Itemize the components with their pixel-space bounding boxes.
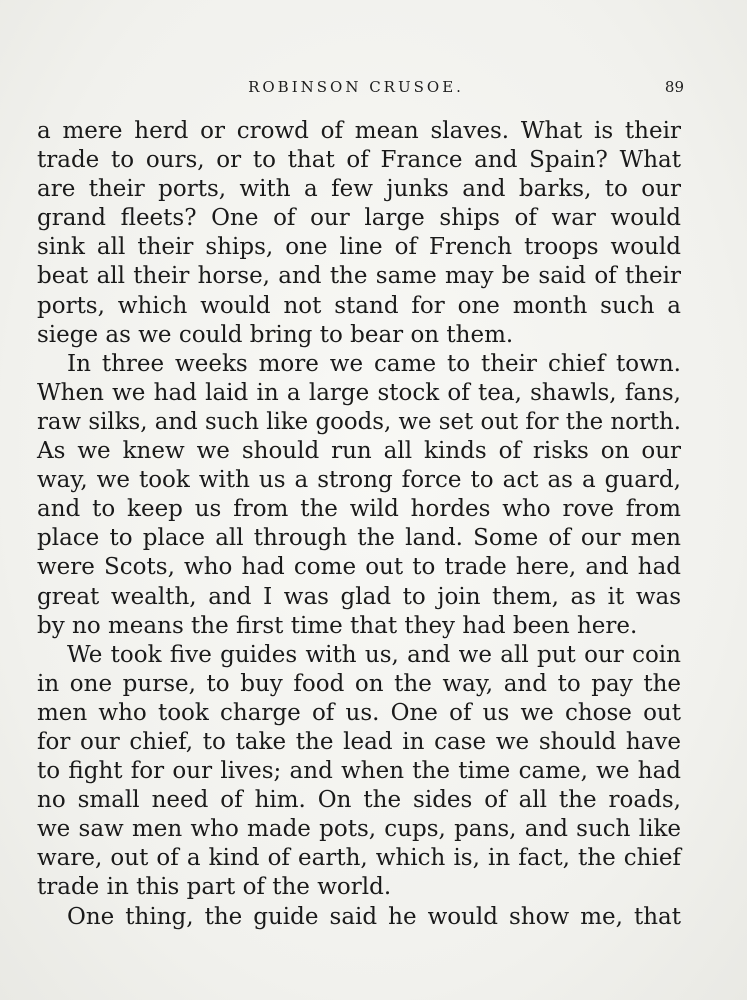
text-line: One thing, the guide said he would show me, that <box>67 903 681 930</box>
text-line: are their ports, with a few junks and barks, to our <box>37 176 681 203</box>
text-line: no small need of him. On the sides of all the roads, <box>37 787 681 814</box>
text-line: to fight for our lives; and when the time came, we had <box>37 758 682 785</box>
text-line: trade to ours, or to that of France and Spain? What <box>37 147 681 174</box>
text-line: for our chief, to take the lead in case we should have <box>37 728 682 755</box>
paragraph-3 <box>37 641 681 903</box>
text-line: ports, which would not stand for one month such a <box>37 292 682 319</box>
paragraph-1 <box>37 117 681 350</box>
text-line: siege as we could bring to bear on them. <box>37 321 514 348</box>
page-header <box>36 76 684 100</box>
text-line: As we knew we should run all kinds of risks on our <box>37 438 682 465</box>
page-number: 89 <box>664 78 684 96</box>
text-line: place to place all through the land. Some of our men <box>37 525 681 552</box>
text-line: We took five guides with us, and we all put our coin <box>67 641 681 668</box>
text-line: grand fleets? One of our large ships of war would <box>37 205 681 232</box>
text-line: sink all their ships, one line of French troops would <box>37 234 681 261</box>
text-line: way, we took with us a strong force to act as a guard, <box>37 467 681 494</box>
text-line: ware, out of a kind of earth, which is, in fact, the chief <box>37 845 681 872</box>
body-text <box>37 117 681 932</box>
text-line: we saw men who made pots, cups, pans, and such like <box>37 816 681 843</box>
paragraph-4 <box>37 903 681 932</box>
text-line: beat all their horse, and the same may be said of their <box>37 263 681 290</box>
text-line: trade in this part of the world. <box>37 874 392 901</box>
text-line: great wealth, and I was glad to join them, as it was <box>37 583 682 610</box>
text-line: and to keep us from the wild hordes who rove from <box>37 496 681 523</box>
paragraph-2 <box>37 350 681 641</box>
text-line: raw silks, and such like goods, we set out for the north. <box>37 408 682 435</box>
text-line: When we had laid in a large stock of tea, shawls, fans, <box>37 379 681 406</box>
text-line: were Scots, who had come out to trade here, and had <box>37 554 682 581</box>
text-line: a mere herd or crowd of mean slaves. What is their <box>37 118 681 144</box>
text-line: In three weeks more we came to their chief town. <box>67 350 681 377</box>
text-line: by no means the first time that they had been here. <box>37 612 638 639</box>
text-line: in one purse, to buy food on the way, and to pay the <box>37 670 681 697</box>
text-line: men who took charge of us. One of us we chose out <box>37 699 681 726</box>
running-title: ROBINSON CRUSOE. <box>248 78 464 96</box>
